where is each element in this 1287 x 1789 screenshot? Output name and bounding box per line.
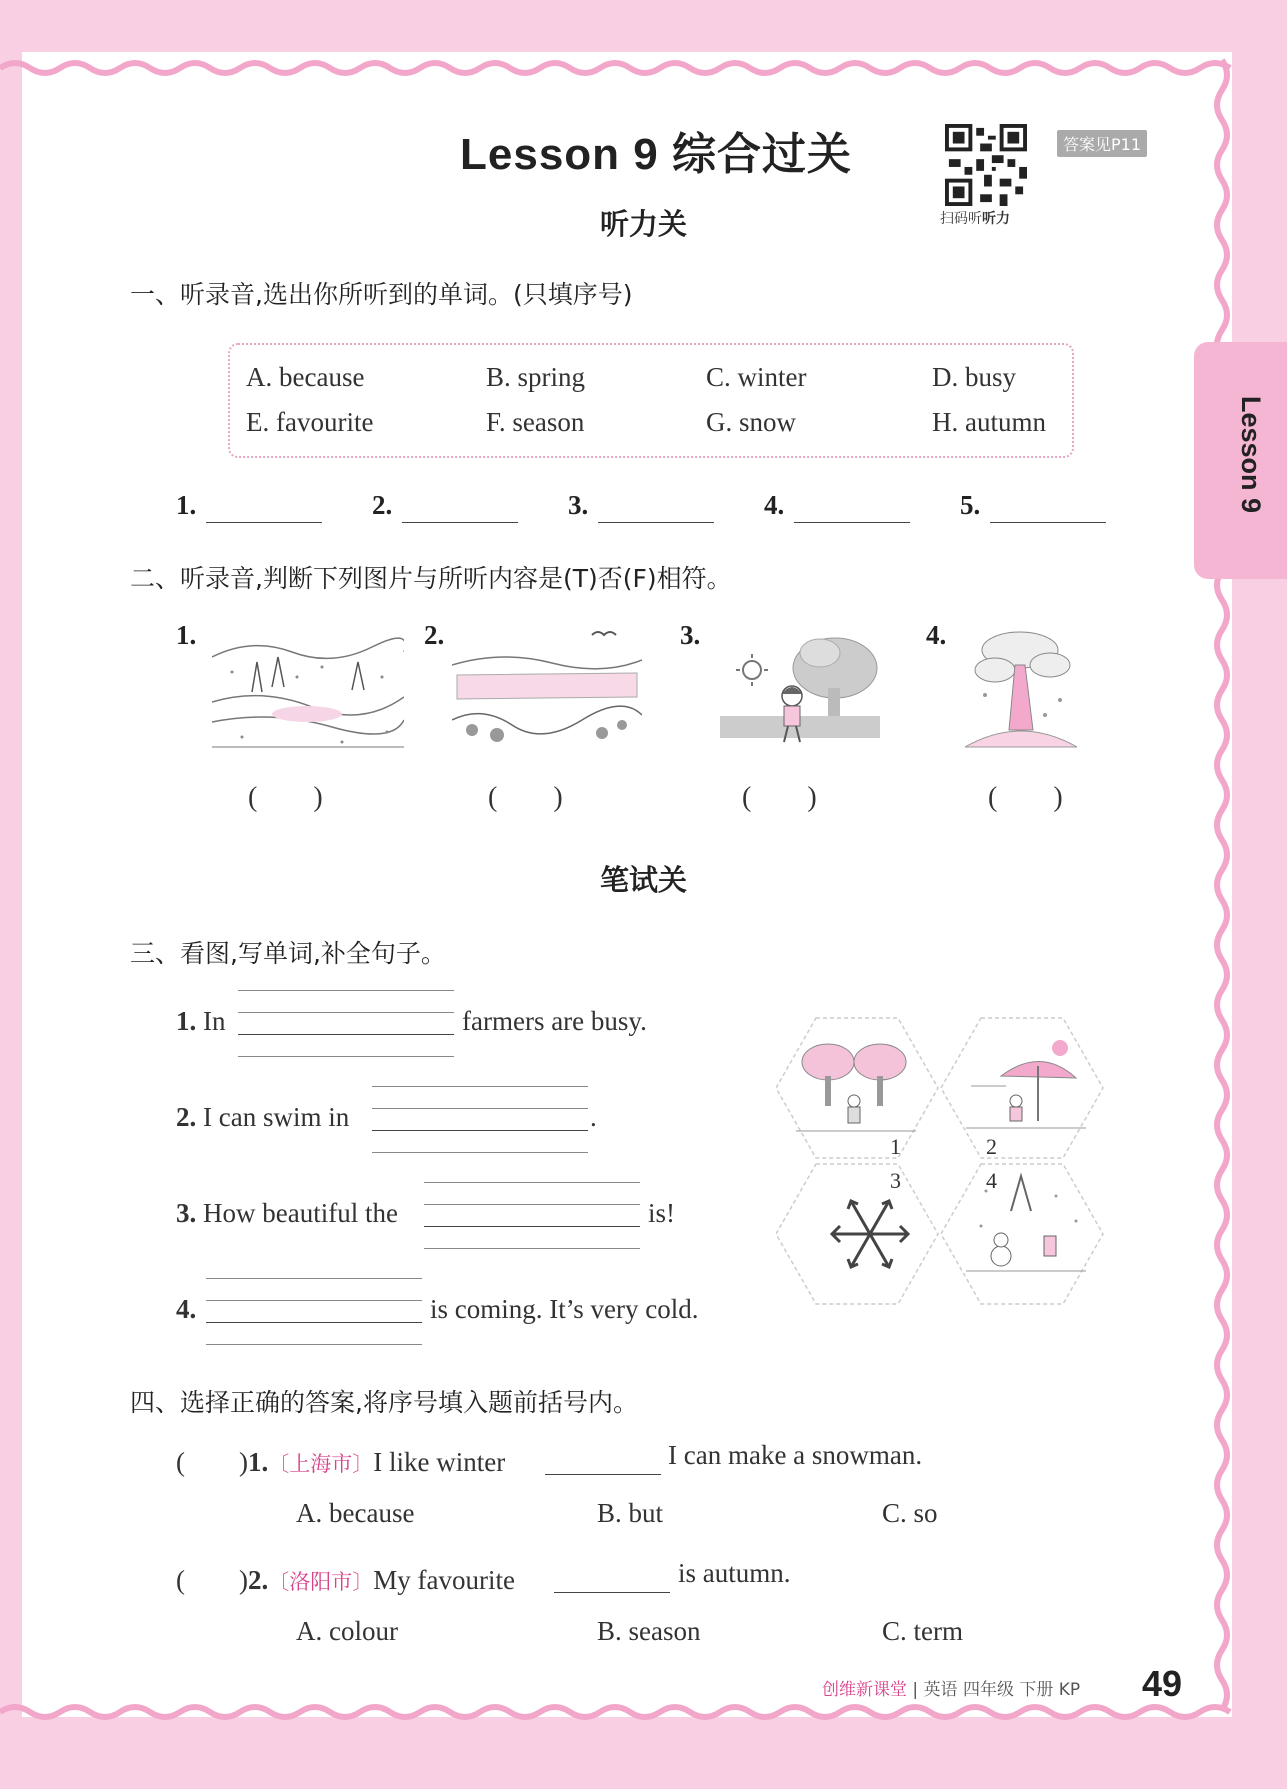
answer-paren[interactable]: ( ) [248, 782, 323, 813]
choice-option[interactable]: C. so [882, 1498, 938, 1528]
sentence-number: 2. [176, 1102, 197, 1132]
page-number: 49 [1142, 1663, 1183, 1704]
sentence-after: farmers are busy. [462, 1006, 647, 1036]
word-option: H. autumn [932, 407, 1046, 437]
guide-line [238, 1012, 454, 1013]
part1-heading: 一、听录音,选出你所听到的单词。(只填序号) [130, 280, 633, 309]
picture-number: 4. [926, 620, 947, 650]
choice-option[interactable]: B. but [597, 1498, 664, 1528]
picture-label: 4 [986, 1168, 997, 1193]
qr-label [940, 208, 1010, 228]
question-after: is autumn. [678, 1558, 791, 1588]
answer-paren[interactable]: ( ) [988, 782, 1063, 813]
answer-blank[interactable] [206, 522, 322, 523]
part4-heading: 四、选择正确的答案,将序号填入题前括号内。 [130, 1388, 638, 1417]
guide-line [424, 1182, 640, 1183]
footer-divider: | [912, 1680, 919, 1700]
word-option: E. favourite [246, 407, 374, 437]
answer-paren[interactable]: ( ) [742, 782, 817, 813]
question-blank[interactable] [554, 1592, 670, 1593]
sentence-after: . [590, 1102, 597, 1132]
word-option: D. busy [932, 362, 1017, 392]
region-tag: 〔上海市〕 [268, 1452, 374, 1476]
footer-text: 英语 四年级 下册 KP [923, 1680, 1081, 1700]
sentence-4 [176, 1294, 196, 1325]
choice-option[interactable]: A. colour [296, 1616, 398, 1646]
sentence-before: How beautiful the [203, 1198, 398, 1228]
region-tag: 〔洛阳市〕 [268, 1570, 374, 1594]
sentence-3 [176, 1198, 398, 1229]
guide-line [372, 1108, 588, 1109]
word-option: C. winter [706, 362, 807, 392]
winter-river-picture [212, 632, 404, 752]
word-option: B. spring [486, 362, 586, 392]
writing-section-title: 笔试关 [600, 863, 688, 897]
question-blank[interactable] [545, 1474, 661, 1475]
word-box [228, 343, 1074, 458]
question-2 [176, 1558, 515, 1597]
question-before: My favourite [373, 1565, 515, 1595]
picture-label: 3 [890, 1168, 901, 1193]
answer-blank-number: 3. [568, 490, 589, 520]
page-title: Lesson 9 综合过关 [460, 130, 852, 179]
answer-blank-number: 1. [176, 490, 197, 520]
question-1 [176, 1440, 505, 1479]
part3-heading: 三、看图,写单词,补全句子。 [130, 939, 446, 968]
answer-blank-number: 5. [960, 490, 981, 520]
listening-section-title: 听力关 [600, 207, 688, 241]
answer-blank-number: 4. [764, 490, 785, 520]
answer-paren[interactable]: ( ) [488, 782, 563, 813]
answer-paren[interactable]: ( ) [176, 1447, 248, 1477]
question-number: 1. [247, 1447, 269, 1477]
guide-line [372, 1152, 588, 1153]
side-tab-label: Lesson 9 [1236, 396, 1266, 514]
footer-info [822, 1675, 1080, 1700]
qr-code-icon[interactable] [945, 124, 1027, 206]
guide-line [424, 1248, 640, 1249]
sentence-1 [176, 1006, 226, 1037]
picture-number: 3. [680, 620, 701, 650]
sentence-2 [176, 1102, 349, 1133]
answer-line[interactable] [238, 1034, 454, 1035]
sentence-before: I can swim in [203, 1102, 350, 1132]
sentence-after: is! [648, 1198, 675, 1228]
picture-number: 2. [424, 620, 445, 650]
question-after: I can make a snowman. [668, 1440, 923, 1470]
sentence-after: is coming. It’s very cold. [430, 1294, 699, 1324]
answer-line[interactable] [424, 1226, 640, 1227]
sentence-before: In [203, 1006, 226, 1036]
sentence-number: 3. [176, 1198, 197, 1228]
answer-blank-number: 2. [372, 490, 393, 520]
choice-option[interactable]: A. because [296, 1498, 415, 1528]
footer-brand: 创维新课堂 [822, 1680, 907, 1700]
guide-line [372, 1086, 588, 1087]
part2-heading: 二、听录音,判断下列图片与所听内容是(T)否(F)相符。 [130, 564, 732, 593]
choice-option[interactable]: B. season [597, 1616, 701, 1646]
picture-number: 1. [176, 620, 197, 650]
picture-label: 1 [890, 1134, 901, 1159]
picture-label: 2 [986, 1134, 997, 1159]
sentence-number: 4. [176, 1294, 197, 1324]
season-hexagon-pictures [776, 1016, 1112, 1308]
word-option: F. season [486, 407, 585, 437]
answer-paren[interactable]: ( ) [176, 1565, 248, 1595]
answer-line[interactable] [206, 1322, 422, 1323]
guide-line [238, 1056, 454, 1057]
answer-line[interactable] [372, 1130, 588, 1131]
sentence-number: 1. [176, 1006, 197, 1036]
guide-line [424, 1204, 640, 1205]
question-before: I like winter [373, 1447, 506, 1477]
guide-line [206, 1278, 422, 1279]
guide-line [206, 1300, 422, 1301]
pink-tree-hill-picture [965, 625, 1077, 750]
word-option: G. snow [706, 407, 797, 437]
answer-blank[interactable] [794, 522, 910, 523]
qr-label-prefix: 扫码听 [940, 211, 982, 227]
word-option: A. because [246, 362, 365, 392]
question-number: 2. [247, 1565, 269, 1595]
answer-blank[interactable] [402, 522, 518, 523]
choice-option[interactable]: C. term [882, 1616, 963, 1646]
answer-blank[interactable] [990, 522, 1106, 523]
answer-blank[interactable] [598, 522, 714, 523]
qr-label-suffix: 听力 [982, 211, 1010, 227]
guide-line [206, 1344, 422, 1345]
spring-river-picture [452, 625, 642, 750]
guide-line [238, 990, 454, 991]
boy-tree-sun-picture [720, 628, 880, 752]
answer-tag: 答案见P11 [1057, 130, 1147, 157]
